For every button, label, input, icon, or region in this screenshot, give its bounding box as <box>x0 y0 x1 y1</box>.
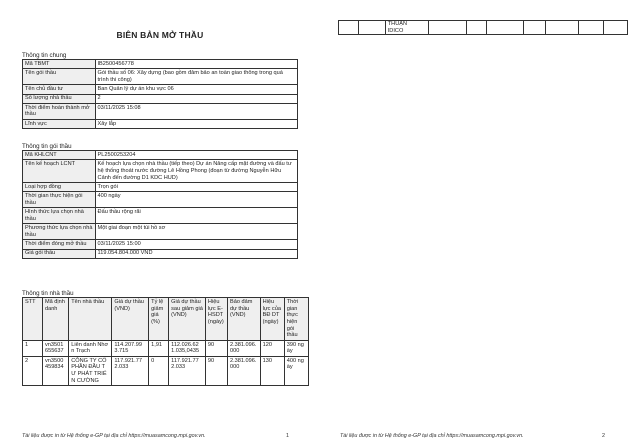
column-header: Mã định danh <box>42 298 68 341</box>
row-label: Số lượng nhà thầu <box>23 94 96 103</box>
table-row <box>23 119 298 128</box>
column-header: STT <box>23 298 43 341</box>
table-cell: CÔNG TY CỔ PHẦN ĐẦU TƯ PHÁT TRIỂN CƯỜNG <box>69 356 112 385</box>
row-value: 2 <box>95 94 298 103</box>
row-label: Thời gian thực hiện gói thầu <box>23 192 96 208</box>
table-row <box>23 85 298 94</box>
column-header: Giá dự thầu (VND) <box>112 298 149 341</box>
table-cell: 400 ngày <box>284 356 308 385</box>
table-cell: 2.381.096.000 <box>228 340 261 356</box>
table-row <box>23 208 298 224</box>
row-label: Mã TBMT <box>23 60 96 69</box>
table-cell: 90 <box>205 356 227 385</box>
row-value: Đấu thầu rộng rãi <box>95 208 297 224</box>
table-row <box>23 356 309 385</box>
column-header: Thời gian thực hiện gói thầu <box>284 298 308 341</box>
table-cell: 114.207.993.715 <box>112 340 149 356</box>
continuation-table <box>338 20 628 35</box>
table-cell: Liên danh Nhơn Trạch <box>69 340 112 356</box>
row-value: 03/11/2025 15:08 <box>95 103 298 119</box>
table-cell: 1,91 <box>149 340 169 356</box>
column-header: Giá dự thầu sau giảm giá (VND) <box>169 298 206 341</box>
page-number: 2 <box>602 433 605 439</box>
row-label: Hình thức lựa chọn nhà thầu <box>23 208 96 224</box>
row-label: Thời điểm hoàn thành mở thầu <box>23 103 96 119</box>
bidders-table <box>22 297 309 386</box>
table-row <box>23 94 298 103</box>
table-row <box>23 151 298 160</box>
row-label: Mã KHLCNT <box>23 151 96 160</box>
row-label: Tên kế hoạch LCNT <box>23 160 96 183</box>
page-number: 1 <box>286 433 289 439</box>
row-value: 03/11/2025 15:00 <box>95 240 297 249</box>
row-label: Thời điểm đóng mở thầu <box>23 240 96 249</box>
table-row <box>23 160 298 183</box>
footer-text: Tài liệu được in từ Hệ thống e-GP tại địa chỉ https://muasamcong.mpi.gov.vn. <box>340 433 524 439</box>
row-label: Tên chủ đầu tư <box>23 85 96 94</box>
row-label: Lĩnh vực <box>23 119 96 128</box>
table-cell: 390 ngày <box>284 340 308 356</box>
table-row <box>23 69 298 85</box>
package-info-table <box>22 150 298 259</box>
page-2 <box>320 0 640 444</box>
table-cell: 130 <box>260 356 284 385</box>
table-row <box>23 240 298 249</box>
row-value: Kế hoạch lựa chọn nhà thầu (tiếp theo) Dự án Nâng cấp mặt đường và đấu tư hệ thống thoát nước đường Lê Hồng Phong (đoạn từ đường Nguyễn Hữu Cảnh đến đường D1 KDC HUD) <box>95 160 297 183</box>
table-cell: 0 <box>149 356 169 385</box>
document-title: BIÊN BẢN MỞ THẦU <box>116 30 204 40</box>
table-cell: 117.921.772.033 <box>112 356 149 385</box>
table-cell: 90 <box>205 340 227 356</box>
table-cell: THUẬN IDICO <box>385 21 429 35</box>
bidders-info-label: Thông tin nhà thầu <box>22 290 74 297</box>
column-header: Tên nhà thầu <box>69 298 112 341</box>
general-info-table <box>22 59 298 129</box>
table-row <box>339 21 628 35</box>
row-value: PL2500253204 <box>95 151 297 160</box>
row-value: IB2500456778 <box>95 60 298 69</box>
table-cell: 120 <box>260 340 284 356</box>
table-cell: vn3501655637 <box>42 340 68 356</box>
table-row <box>23 60 298 69</box>
row-value: Trọn gói <box>95 183 297 192</box>
table-cell: 117.921.772.033 <box>169 356 206 385</box>
row-value: Xây lắp <box>95 119 298 128</box>
general-info-label: Thông tin chung <box>22 52 67 59</box>
row-label: Loại hợp đồng <box>23 183 96 192</box>
table-row <box>23 192 298 208</box>
table-cell: 2 <box>23 356 43 385</box>
row-value: Ban Quản lý dự án khu vực 06 <box>95 85 298 94</box>
table-cell: 112.026.621.035,0435 <box>169 340 206 356</box>
row-value: Gói thầu số 06: Xây dựng (bao gồm đảm bảo an toàn giao thông trong quá trình thi công) <box>95 69 298 85</box>
table-row <box>23 340 309 356</box>
table-row <box>23 103 298 119</box>
column-header: Hiệu lực của BĐ DT (ngày) <box>260 298 284 341</box>
table-cell: 2.381.096.000 <box>228 356 261 385</box>
package-info-label: Thông tin gói thầu <box>22 143 72 150</box>
table-row <box>23 249 298 258</box>
table-row <box>23 224 298 240</box>
row-label: Phương thức lựa chọn nhà thầu <box>23 224 96 240</box>
table-row <box>23 183 298 192</box>
row-value: Một giai đoạn một túi hồ sơ <box>95 224 297 240</box>
table-cell: vn3500459834 <box>42 356 68 385</box>
column-header: Hiệu lực E-HSDT (ngày) <box>205 298 227 341</box>
row-label: Giá gói thầu <box>23 249 96 258</box>
row-value: 119.054.804.000 VND <box>95 249 297 258</box>
footer-text: Tài liệu được in từ Hệ thống e-GP tại địa chỉ https://muasamcong.mpi.gov.vn. <box>22 433 206 439</box>
row-value: 400 ngày <box>95 192 297 208</box>
column-header: Bảo đảm dự thầu (VND) <box>228 298 261 341</box>
table-cell: 1 <box>23 340 43 356</box>
row-label: Tên gói thầu <box>23 69 96 85</box>
column-header: Tỷ lệ giảm giá (%) <box>149 298 169 341</box>
